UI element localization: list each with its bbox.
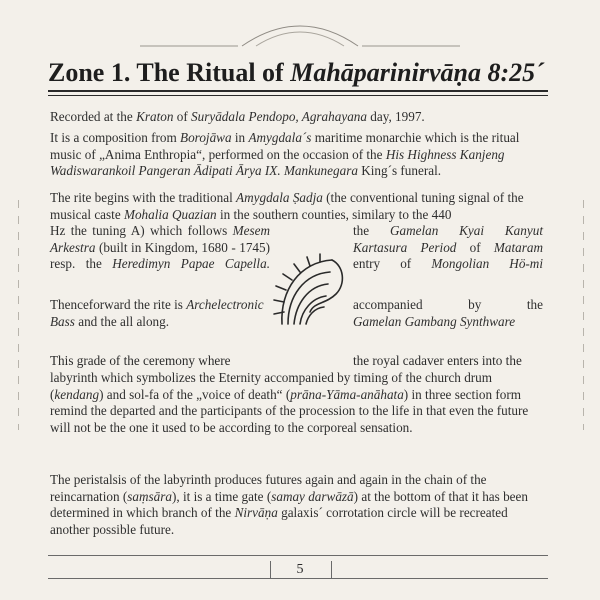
grade-left-fragment: This grade of the ceremony where [50,353,231,368]
title-rule-thin [48,95,548,96]
arch-ornament-icon [0,12,600,52]
paragraph-recorded: Recorded at the Kraton of Suryādala Pendopo, Agrahayana day, 1997. [50,109,425,124]
page-number: 5 [296,562,304,577]
paragraph-rite: The rite begins with the traditional Amygdala Ṣadja (the conventional tuning signal of the musical caste Mohalia Quazian in the southern counties, similary to the 440 [50,190,524,222]
thenceforward-left-column: Thenceforward the rite is Archelectronic Bass and the all along. [50,297,264,329]
grade-right-fragment: the royal cadaver enters into the [353,353,522,368]
nautilus-shell-icon [270,250,350,330]
thenceforward-right-column: accompanied by the Gamelan Gambang Synthware [353,297,543,329]
title-rule [48,90,548,92]
rite-left-column: Hz the tuning A) which follows Mesem Arkestra (built in Kingdom, 1680 - 1745) resp. the Herediтyn Papae Capella. [50,223,270,271]
paragraph-composition: It is a composition from Borojāwa in Amygdala´s maritime monarchie which is the ritual music of „Anima Enthropia“, performed on the occasion of the His Highness Kanjeng Wadiswarankoil Pangeran Ādipati Ārya IX. Mankunegara King´s funeral. [50,130,520,178]
paragraph-grade: labyrinth which symbolizes the Eternity accompanied by timing of the church drum (kendang) and sol-fa of the „voice of death“ (prāna-Yāma-anāhata) in three section form remind the departed and the participants of the procession to the life in that even the future will not be the one it used to be according to the corporeal sensation. [50,370,529,435]
rite-right-column: the Gamelan Kyai Kanyut Kartasura Period of Mataram entry of Mongolian Hö-mi [353,223,543,271]
page-title: Zone 1. The Ritual of Mahāparinirvāṇa 8:25´ [48,58,544,87]
footer-rule-top [48,555,548,556]
right-margin-dashes [583,200,584,430]
left-margin-dashes [18,200,19,430]
footer-rule-bottom [48,578,548,579]
paragraph-peristalsis: The peristalsis of the labyrinth produces futures again and again in the chain of the reincarnation (saṃsāra), it is a time gate (samay darwāzā) at the bottom of that it has been determined in which branch of the Nirvāṇa galaxis´ corrotation circle will be recreated another possible future. [50,472,528,537]
